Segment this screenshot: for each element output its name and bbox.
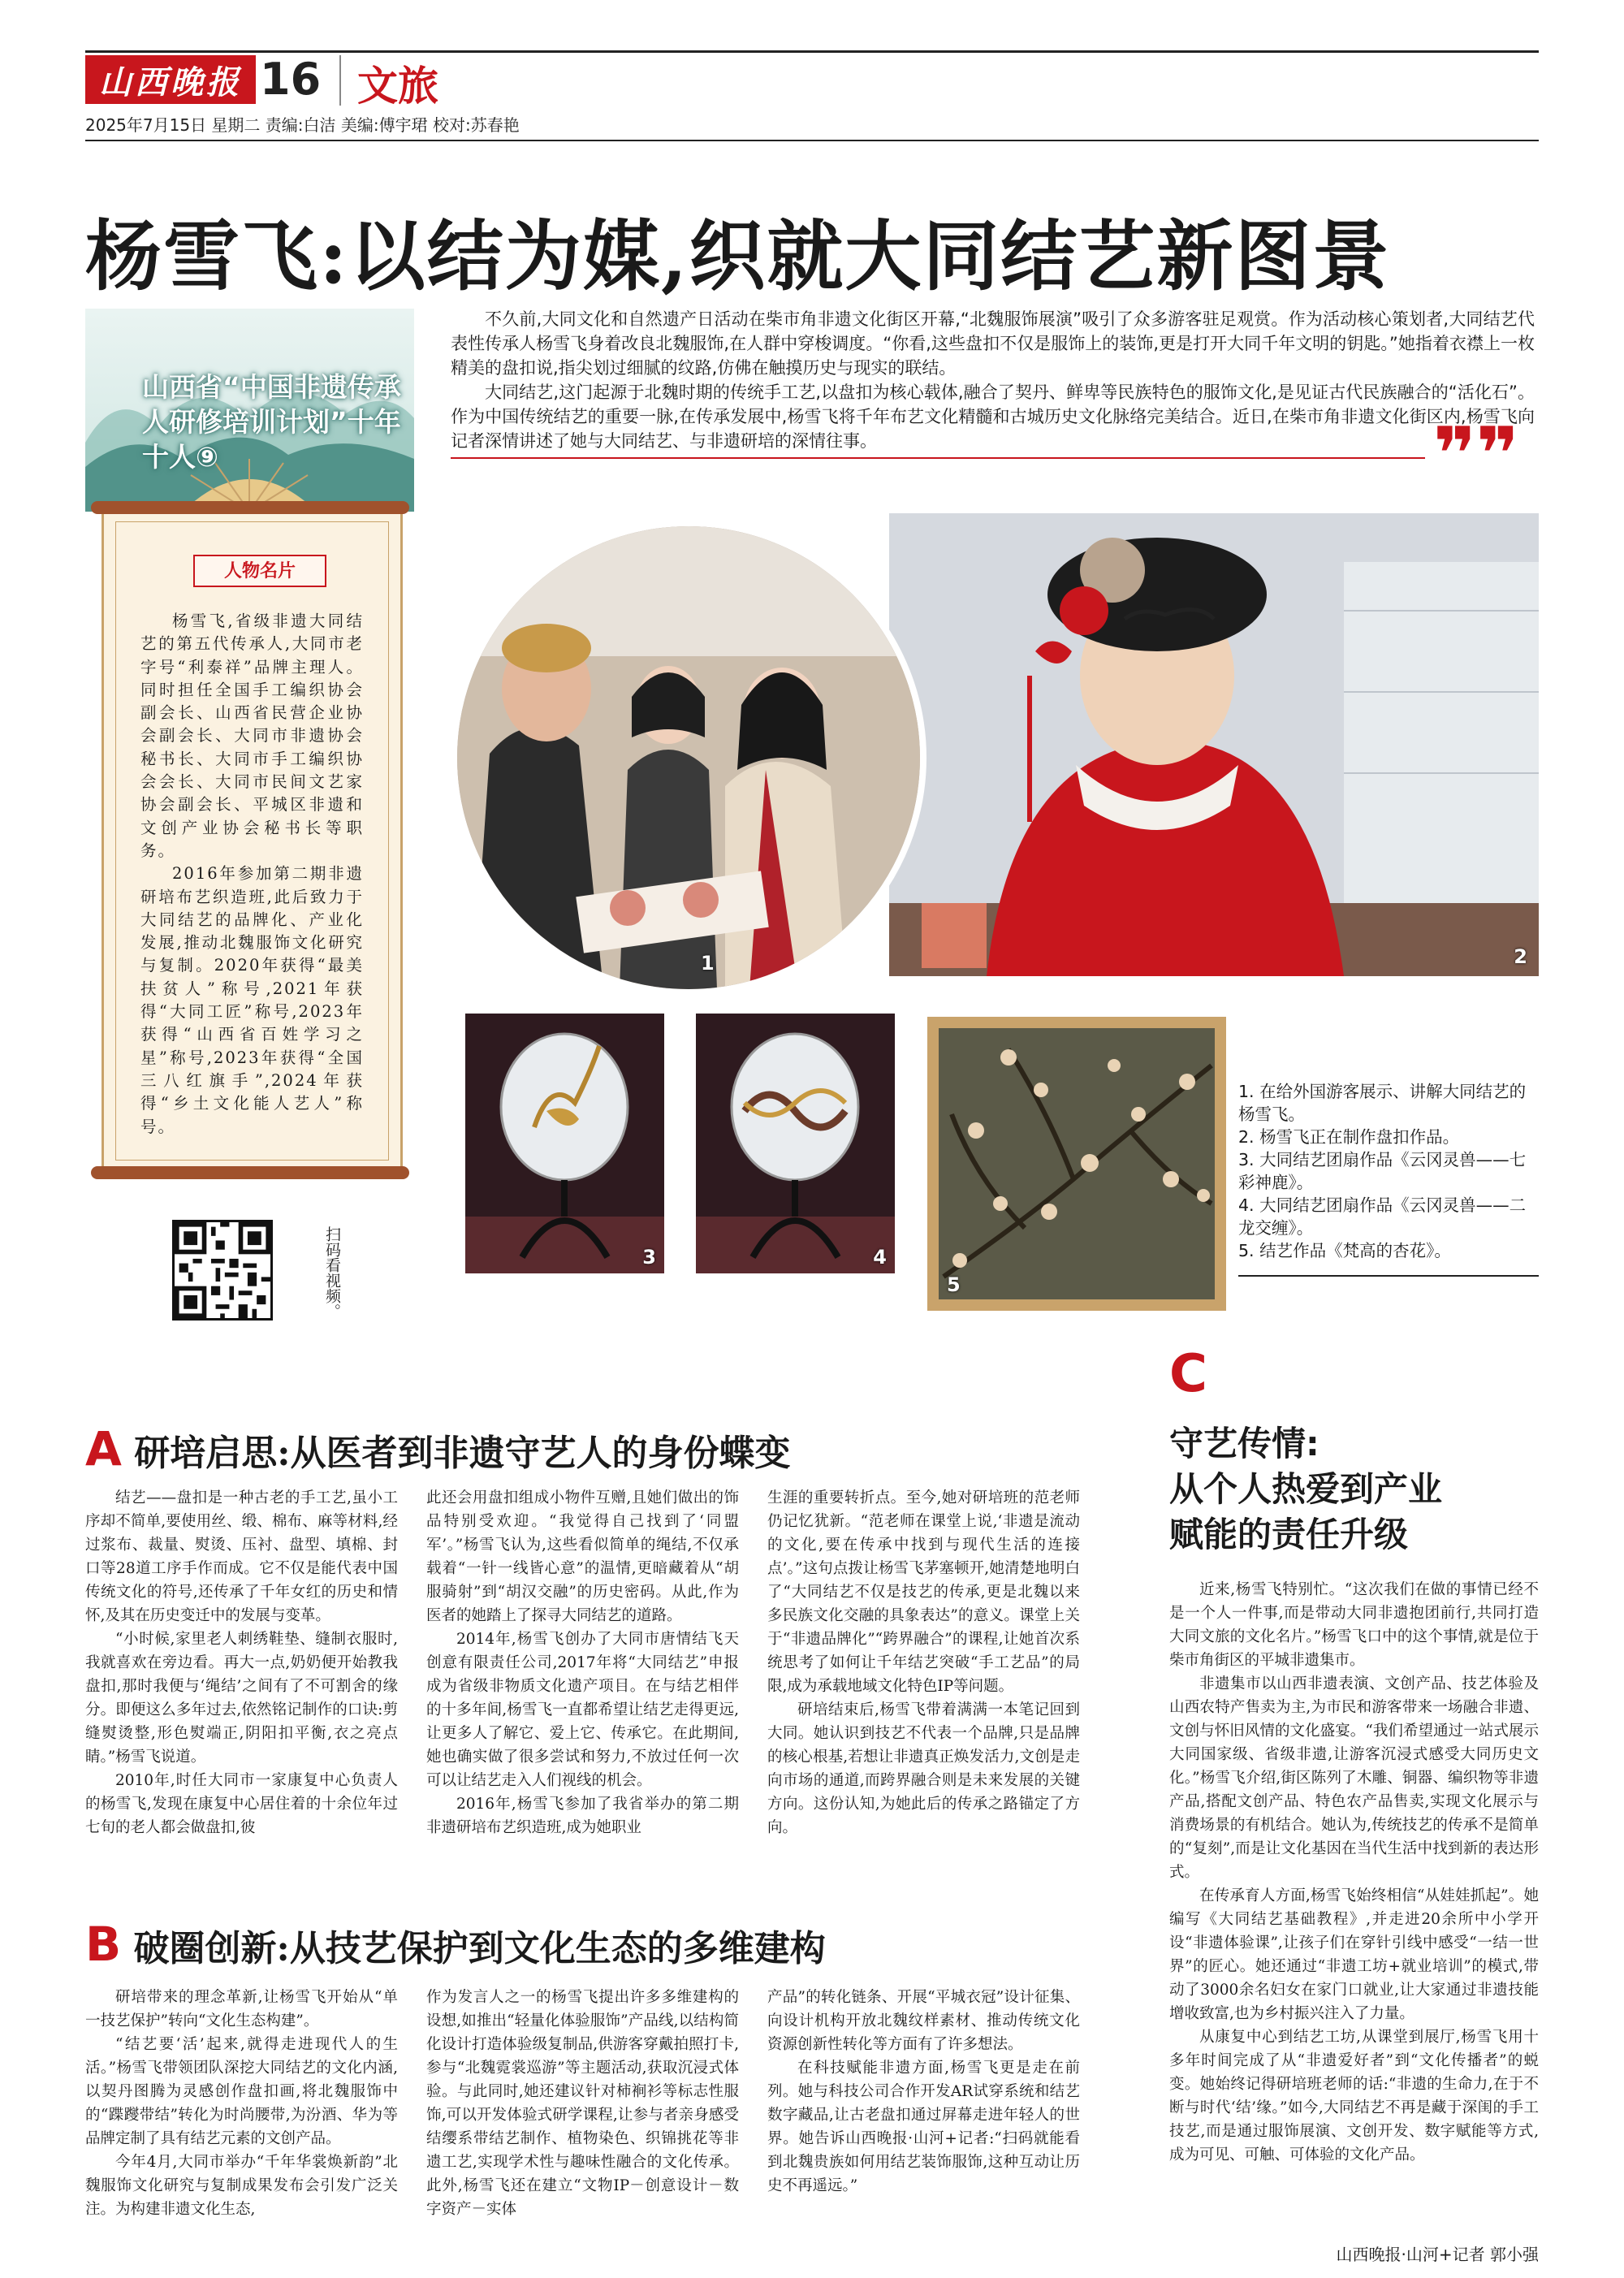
photo-foreign-visitors [451,520,926,996]
photo-captions [1238,1080,1539,1262]
photo-number: 4 [873,1246,887,1269]
section-b-col-2 [426,1986,739,2221]
photo-number: 1 [701,952,715,975]
paragraph: 2016年,杨雪飞参加了我省举办的第二期非遗研培布艺织造班,成为她职业 [426,1796,739,1836]
photo-almond-blossoms [927,1017,1226,1311]
section-b-col-1 [85,1986,398,2221]
paragraph: 2010年,时任大同市一家康复中心负责人的杨雪飞,发现在康复中心居住着的十余位年过七旬的老人都会做盘扣,彼 [85,1772,398,1836]
issue-meta: 2025年7月15日 星期二 责编:白洁 美编:傅宇珺 校对:苏春艳 [85,115,520,135]
paragraph: 产品”的转化链条、开展“平城衣冠”设计征集、向设计机构开放北魏纹样素材、推动传统文化资源创新性转化等方面有了许多想法。 [767,1989,1080,2053]
newspaper-logo: 山西晚报 [85,55,256,104]
section-c-letter: C [1169,1344,1207,1404]
photo-number: 5 [947,1273,961,1296]
profile-paragraph: 杨雪飞,省级非遗大同结艺的第五代传承人,大同市老字号“利泰祥”品牌主理人。同时担任全国手工编织协会副会长、山西省民营企业协会副会长、大同市非遗协会秘书长、大同市手工编织协会会长、大同市民间文艺家协会副会长、平城区非遗和文创产业协会秘书长等职务。 [140,612,364,860]
paragraph: 研培带来的理念革新,让杨雪飞开始从“单一技艺保护”转向“文化生态构建”。 [85,1989,398,2029]
paragraph: 此还会用盘扣组成小物件互赠,且她们做出的饰品特别受欢迎。“我觉得自己找到了‘同盟军’。”杨雪飞认为,这些看似简单的绳结,不仅承载着“一针一线皆心意”的温情,更暗藏着从“胡服骑射”到“胡汉交融”的历史密码。从此,作为医者的她踏上了探寻大同结艺的道路。 [426,1489,739,1624]
section-c-title-line: 赋能的责任升级 [1169,1515,1409,1554]
paragraph: 在科技赋能非遗方面,杨雪飞更是走在前列。她与科技公司合作开发AR试穿系统和结艺数字藏品,让古老盘扣通过屏幕走进年轻人的世界。她告诉山西晚报·山河+记者:“扫码就能看到北魏贵族如何用结艺装饰服饰,这种互动让历史不再遥远。” [767,2060,1080,2194]
profile-text [140,610,364,1139]
section-a-title: 研培启思:从医者到非遗守艺人的身份蝶变 [134,1433,791,1474]
scroll-rod-top [91,501,409,514]
section-a-letter: A [85,1421,122,1476]
caption-5: 5. 结艺作品《梵高的杏花》。 [1238,1241,1451,1260]
section-b-title: 破圈创新:从技艺保护到文化生态的多维建构 [133,1928,826,1969]
caption-rule [1238,1275,1539,1277]
paragraph: 从康复中心到结艺工坊,从课堂到展厅,杨雪飞用十多年时间完成了从“非遗爱好者”到“文化传播者”的蜕变。她始终记得研培班老师的话:“非遗的生命力,在于不断与时代‘结’缘。”如今,大同结艺不再是藏于深闺的手工技艺,而是通过服饰展演、文创开发、数字赋能等方式,成为可见、可触、可体验的文化产品。 [1169,2029,1539,2163]
masthead-divider [339,55,341,106]
photo-yang-making-knot [889,513,1539,976]
paragraph: 研培结束后,杨雪飞带着满满一本笔记回到大同。她认识到技艺不代表一个品牌,只是品牌的核心根基,若想让非遗真正焕发活力,文创是走向市场的通道,而跨界融合则是未来发展的关键方向。这份认知,为她此后的传承之路锚定了方向。 [767,1701,1080,1836]
paragraph: 作为发言人之一的杨雪飞提出许多多维建构的设想,如推出“轻量化体验服饰”产品线,以结构简化设计打造体验级复制品,供游客穿戴拍照打卡,参与“北魏霓裳巡游”等主题活动,获取沉浸式体验。与此同时,她还建议针对柿裥衫等标志性服饰,可以开发体验式研学课程,让参与者亲身感受结缨系带结艺制作、植物染色、织锦挑花等非遗工艺,实现学术性与趣味性融合的文化传承。此外,杨雪飞还在建立“文物IP－创意设计－数字资产－实体 [426,1989,739,2218]
paragraph: 今年4月,大同市举办“千年华裳焕新韵”北魏服饰文化研究与复制成果发布会引发广泛关注。为构建非遗文化生态, [85,2154,398,2218]
section-b-heading [85,1917,826,1972]
series-title: 山西省“中国非遗传承人研修培训计划”十年十人⑨ [142,371,401,473]
paragraph: 近来,杨雪飞特别忙。“这次我们在做的事情已经不是一个人一件事,而是带动大同非遗抱团前行,共同打造大同文旅的文化名片。”杨雪飞口中的这个事情,就是位于柴市角街区的平城非遗集市。 [1169,1581,1539,1669]
paragraph: 非遗集市以山西非遗表演、文创产品、技艺体验及山西农特产售卖为主,为市民和游客带来一场融合非遗、文创与怀旧风情的文化盛宴。“我们希望通过一站式展示大同国家级、省级非遗,让游客沉浸式感受大同历史文化。”杨雪飞介绍,街区陈列了木雕、铜器、编织物等非遗产品,搭配文创产品、特色农产品售卖,实现文化展示与消费场景的有机结合。她认为,传统技艺的传承不是简单的“复刻”,而是让文化基因在当代生活中找到新的表达形式。 [1169,1675,1539,1881]
intro-rule [451,457,1425,459]
section-c-title [1169,1421,1539,1558]
section-a-col-2 [426,1486,739,1839]
caption-3: 3. 大同结艺团扇作品《云冈灵兽——七彩神鹿》。 [1238,1150,1527,1192]
paragraph: 生涯的重要转折点。至今,她对研培班的范老师仍记忆犹新。“范老师在课堂上说,‘非遗是流动的文化,要在传承中找到与现代生活的连接点’。”这句点拨让杨雪飞茅塞顿开,她清楚地明白了“大同结艺不仅是技艺的传承,更是北魏以来多民族文化交融的具象表达”的意义。课堂上关于“非遗品牌化”“跨界融合”的课程,让她首次系统思考了如何让千年结艺突破“手工艺品”的局限,成为承载地域文化特色IP等问题。 [767,1489,1080,1695]
quote-mark-icon: ❞❞ [1433,412,1519,497]
qr-pattern-icon [175,1222,270,1318]
section-a-col-1 [85,1486,398,1839]
paragraph: “结艺要‘活’起来,就得走进现代人的生活。”杨雪飞带领团队深挖大同结艺的文化内涵,以契丹图腾为灵感创作盘扣画,将北魏服饰中的“蹀躞带结”转化为时尚腰带,为汾酒、华为等品牌定制了具有结艺元素的文创产品。 [85,2036,398,2147]
profile-tag: 人物名片 [193,555,326,587]
profile-card [102,508,403,1174]
intro-paragraph: 大同结艺,这门起源于北魏时期的传统手工艺,以盘扣为核心载体,融合了契丹、鲜卑等民族特色的服饰文化,是见证古代民族融合的“活化石”。作为中国传统结艺的重要一脉,在传承发展中,杨雪飞将千年布艺文化精髓和古城历史文化脉络完美结合。近日,在柴市角非遗文化街区内,杨雪飞向记者深情讲述了她与大同结艺、与非遗研培的深情往事。 [451,383,1535,451]
scroll-rod-bottom [91,1166,409,1179]
section-name: 文旅 [357,62,438,110]
section-c-title-line: 从个人热爱到产业 [1169,1469,1443,1509]
page-number: 16 [260,54,322,105]
caption-1: 1. 在给外国游客展示、讲解大同结艺的杨雪飞。 [1238,1082,1527,1124]
photo-fan-two-dragons [696,1014,895,1273]
section-c-body [1169,1578,1539,2167]
section-b-letter: B [85,1917,122,1972]
photo-fan-seven-color-deer [465,1014,664,1273]
caption-4: 4. 大同结艺团扇作品《云冈灵兽——二龙交缠》。 [1238,1195,1527,1238]
section-a-heading [85,1421,790,1476]
series-banner [85,309,414,512]
main-headline: 杨雪飞:以结为媒,织就大同结艺新图景 [85,212,1391,301]
photo-number: 3 [642,1246,656,1269]
profile-paragraph: 2016年参加第二期非遗研培布艺织造班,此后致力于大同结艺的品牌化、产业化发展,推动北魏服饰文化研究与复制。2020年获得“最美扶贫人”称号,2021年获得“大同工匠”称号,2023年获得“山西省百姓学习之星”称号,2023年获得“全国三八红旗手”,2024年获得“乡土文化能人艺人”称号。 [140,864,364,1136]
byline: 山西晚报·山河+记者 郭小强 [1336,2245,1539,2264]
paragraph: 2014年,杨雪飞创办了大同市唐情结飞天创意有限责任公司,2017年将“大同结艺”申报成为省级非物质文化遗产项目。在与结艺相伴的十多年间,杨雪飞一直都希望让结艺走得更远,让更多人了解它、爱上它、传承它。在此期间,她也确实做了很多尝试和努力,不放过任何一次可以让结艺走入人们视线的机会。 [426,1631,739,1789]
section-c-title-line: 守艺传情: [1169,1424,1320,1463]
section-b-col-3 [767,1986,1080,2198]
intro-paragraph: 不久前,大同文化和自然遗产日活动在柴市角非遗文化街区开幕,“北魏服饰展演”吸引了众多游客驻足观赏。作为活动核心策划者,大同结艺代表性传承人杨雪飞身着改良北魏服饰,在人群中穿梭调度。“你看,这些盘扣不仅是服饰上的装饰,更是打开大同千年文明的钥匙。”她指着衣襟上一枚精美的盘扣说,指尖划过细腻的纹路,仿佛在触摸历史与现实的联结。 [451,309,1535,378]
paragraph: “小时候,家里老人刺绣鞋垫、缝制衣服时,我就喜欢在旁边看。再大一点,奶奶便开始教我盘扣,那时我便与‘绳结’之间有了不可割舍的缘分。即便这么多年过去,依然铭记制作的口诀:剪缝熨烫整,形色熨端正,阴阳扣平衡,衣之亮点睛。”杨雪飞说道。 [85,1631,398,1766]
paragraph: 在传承育人方面,杨雪飞始终相信“从娃娃抓起”。她编写《大同结艺基础教程》,并走进20余所中小学开设“非遗体验课”,让孩子们在穿针引线中感受“一结一世界”的匠心。她还通过“非遗工坊+就业培训”的模式,带动了3000余名妇女在家门口就业,让大家通过非遗技能增收致富,也为乡村振兴注入了力量。 [1169,1887,1539,2022]
qr-code[interactable] [172,1220,273,1321]
qr-caption: 扫码看视频。 [323,1226,341,1319]
section-a-col-3 [767,1486,1080,1839]
photo-number: 2 [1514,945,1527,968]
paragraph: 结艺——盘扣是一种古老的手工艺,虽小工序却不简单,要使用丝、缎、棉布、麻等材料,经过浆布、裁量、熨烫、压衬、盘型、填棉、封口等28道工序手作而成。它不仅是能代表中国传统文化的符号,还传承了千年女红的历史和情怀,及其在历史变迁中的发展与变革。 [85,1489,398,1624]
caption-2: 2. 杨雪飞正在制作盘扣作品。 [1238,1127,1460,1147]
article-intro [451,307,1535,453]
